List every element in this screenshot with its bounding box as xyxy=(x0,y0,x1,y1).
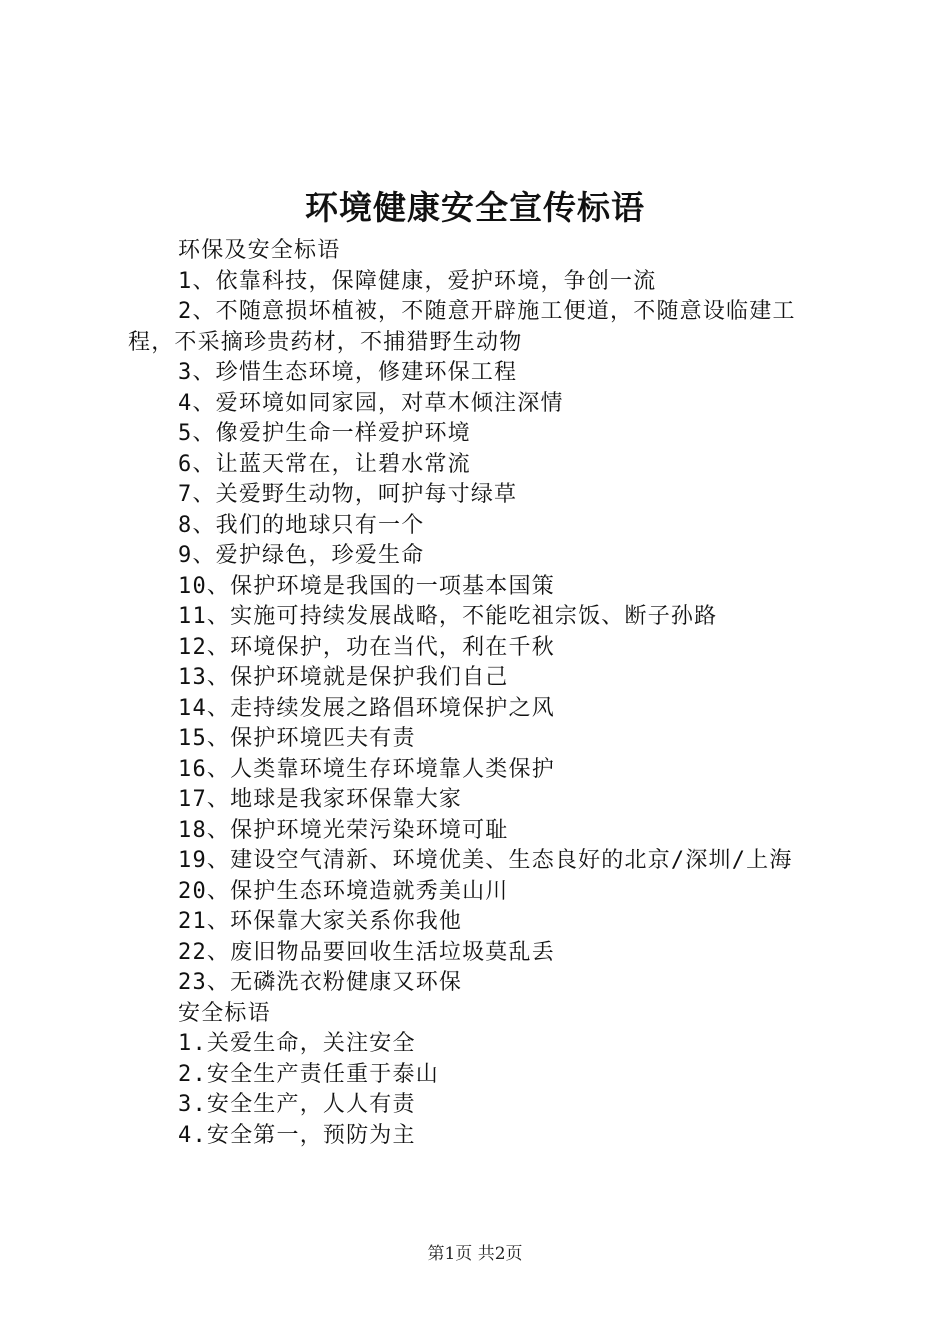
slogan-item: 16、人类靠环境生存环境靠人类保护 xyxy=(178,756,555,782)
slogan-item: 12、环境保护，功在当代，利在千秋 xyxy=(178,634,555,660)
slogan-item: 11、实施可持续发展战略，不能吃祖宗饭、断子孙路 xyxy=(178,604,718,629)
document-title: 环境健康安全宣传标语 xyxy=(305,188,645,227)
slogan-item: 20、保护生态环境造就秀美山川 xyxy=(178,878,509,904)
slogan-item: 6、让蓝天常在，让碧水常流 xyxy=(178,451,471,477)
slogan-item: 21、环保靠大家关系你我他 xyxy=(178,909,463,934)
slogan-item: 14、走持续发展之路倡环境保护之风 xyxy=(178,695,555,721)
slogan-item: 4、爱环境如同家园，对草木倾注深情 xyxy=(178,390,564,416)
slogan-item: 17、地球是我家环保靠大家 xyxy=(178,787,463,812)
slogan-item: 1、依靠科技，保障健康，爱护环境，争创一流 xyxy=(178,268,657,294)
slogan-item: 10、保护环境是我国的一项基本国策 xyxy=(178,573,555,599)
section-heading-safety: 安全标语 xyxy=(178,1000,271,1026)
safety-slogan-item: 3.安全生产，人人有责 xyxy=(178,1092,416,1117)
document-body xyxy=(128,236,832,1151)
slogan-item: 23、无磷洗衣粉健康又环保 xyxy=(178,970,463,995)
slogan-item: 18、保护环境光荣污染环境可耻 xyxy=(178,817,509,843)
slogan-item: 19、建设空气清新、环境优美、生态良好的北京/深圳/上海 xyxy=(178,848,793,873)
safety-slogan-item: 4.安全第一，预防为主 xyxy=(178,1122,416,1148)
safety-slogan-item: 1.关爱生命，关注安全 xyxy=(178,1031,416,1056)
slogan-item: 9、爱护绿色，珍爱生命 xyxy=(178,543,425,568)
safety-slogan-item: 2.安全生产责任重于泰山 xyxy=(178,1061,439,1087)
slogan-item: 5、像爱护生命一样爱护环境 xyxy=(178,421,471,446)
slogan-item: 3、珍惜生态环境，修建环保工程 xyxy=(178,360,518,385)
slogan-item: 2、不随意损坏植被，不随意开辟施工便道，不随意设临建工程，不采摘珍贵药材，不捕猎野生动物 xyxy=(128,299,796,355)
slogan-item: 15、保护环境匹夫有责 xyxy=(178,726,416,751)
page-number-footer: 第1页 共2页 xyxy=(427,1244,523,1264)
slogan-item: 7、关爱野生动物，呵护每寸绿草 xyxy=(178,482,518,507)
section-heading-environment: 环保及安全标语 xyxy=(178,238,341,263)
slogan-item: 8、我们的地球只有一个 xyxy=(178,512,425,538)
slogan-item: 13、保护环境就是保护我们自己 xyxy=(178,665,509,690)
slogan-item: 22、废旧物品要回收生活垃圾莫乱丢 xyxy=(178,939,555,965)
